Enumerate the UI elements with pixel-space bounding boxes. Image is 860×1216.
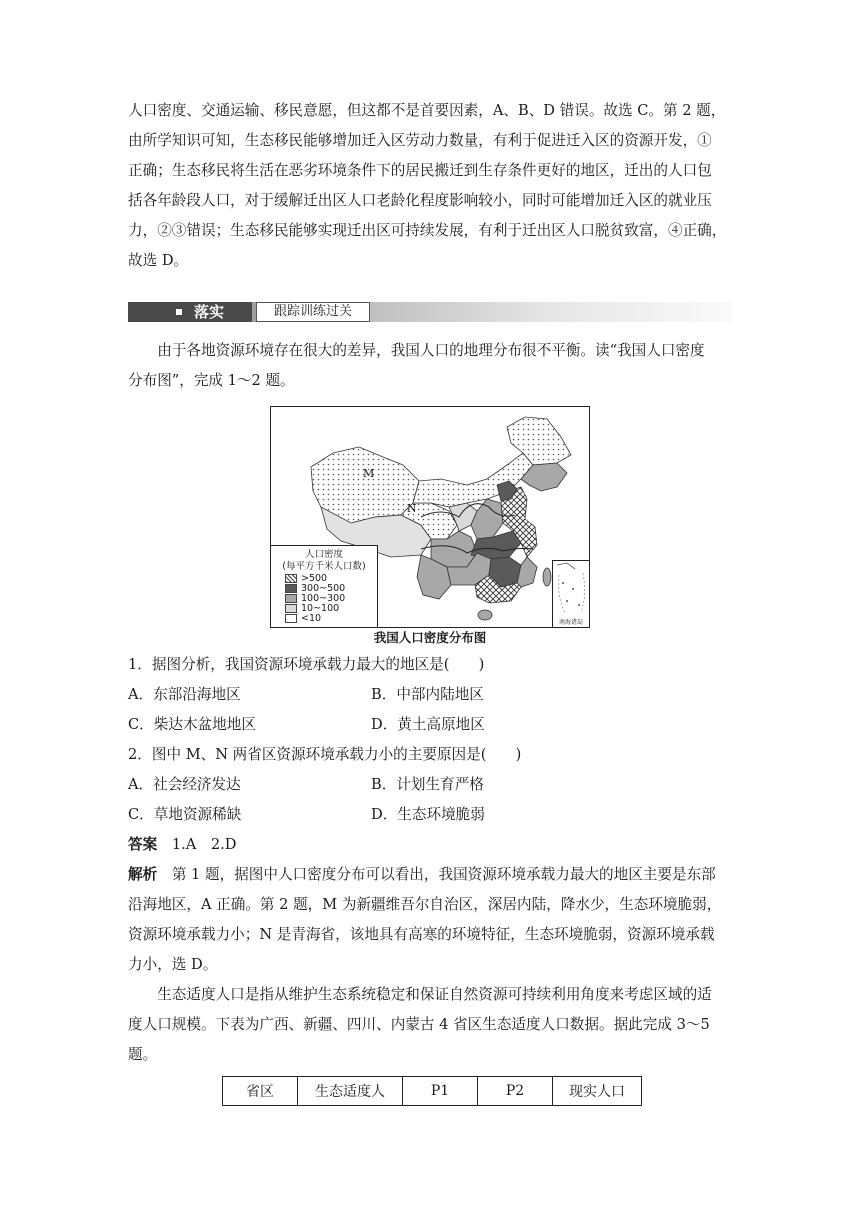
option-d[interactable]: D．生态环境脆弱 (371, 806, 485, 823)
eco-population-paragraph (128, 980, 732, 1070)
text-line: 力，②③错误；生态移民能够实现迁出区可持续发展，有利于迁出区人口脱贫致富，④正确， (128, 222, 727, 239)
square-bullet-icon (176, 309, 182, 315)
option-c[interactable]: C．柴达木盆地地区 (128, 716, 256, 733)
text-line: 括各年龄段人口，对于缓解迁出区人口老龄化程度影响较小，同时可能增加迁入区的就业压 (128, 192, 712, 209)
document-page (128, 96, 732, 1106)
text-line: 生态适度人口是指从维护生态系统稳定和保证自然资源可持续利用角度来考虑区域的适 (157, 986, 712, 1003)
table-header-cell: 现实人口 (553, 1077, 642, 1106)
legend-title: 人口密度 (304, 549, 343, 560)
region-fujian (517, 557, 537, 587)
map-legend (271, 545, 378, 628)
text-line: 由所学知识可知，生态移民能够增加迁入区劳动力数量，有利于促进迁入区的资源开发，① (128, 132, 712, 149)
options-row (128, 680, 732, 710)
text-line: 题。 (128, 1046, 158, 1063)
legend-rows (271, 573, 377, 623)
map-label-m: M (363, 467, 375, 480)
legend-label: 10~100 (301, 602, 340, 614)
question-stem: 1．据图分析，我国资源环境承载力最大的地区是( ) (128, 656, 485, 673)
legend-subtitle: (每平方千米人口数) (282, 561, 366, 572)
legend-label: 300~500 (301, 582, 346, 594)
legend-item (285, 573, 377, 583)
inset-graphic (553, 561, 589, 617)
option-c[interactable]: C．草地资源稀缺 (128, 806, 242, 823)
answer-line (128, 830, 732, 860)
text-line: 由于各地资源环境存在很大的差异，我国人口的地理分布很不平衡。读“我国人口密度 (157, 342, 705, 359)
table-header-cell: P2 (478, 1077, 553, 1106)
legend-item (285, 583, 377, 593)
region-shaanxi (471, 499, 503, 539)
legend-label: >500 (301, 572, 328, 584)
options-row (128, 710, 732, 740)
option-d[interactable]: D．黄土高原地区 (371, 716, 485, 733)
text-line: 正确；生态移民将生活在恶劣环境条件下的居民搬迁到生存条件更好的地区，迁出的人口包 (128, 162, 712, 179)
legend-label: 100~300 (301, 592, 346, 604)
options-row (128, 770, 732, 800)
text-line: 度人口规模。下表为广西、新疆、四川、内蒙古 4 省区生态适度人口数据。据此完成 3～5 (128, 1016, 710, 1033)
banner-title-text: 落实 (194, 303, 225, 321)
south-china-sea-inset (552, 560, 589, 627)
text-line: 人口密度、交通运输、移民意愿，但这都不是首要因素，A、B、D 错误。故选 C。第 2 题， (128, 102, 726, 119)
question-2 (128, 740, 732, 830)
population-density-map (270, 406, 590, 646)
legend-item (285, 593, 377, 603)
question-stem: 2．图中 M、N 两省区资源环境承载力小的主要原因是( ) (128, 746, 522, 763)
text-line: 资源环境承载力小；N 是青海省，该地具有高寒的环境特征，生态环境脆弱，资源环境承载 (128, 926, 715, 943)
text-line: 力小，选 D。 (128, 956, 218, 973)
intro-paragraph (128, 336, 732, 396)
region-hainan (478, 610, 492, 620)
table-header-row (223, 1077, 642, 1106)
legend-swatch (285, 574, 297, 583)
option-b[interactable]: B．计划生育严格 (371, 776, 484, 793)
legend-swatch (285, 604, 297, 613)
answer-label: 答案 (128, 836, 158, 853)
table-header-cell: P1 (403, 1077, 478, 1106)
table-header-cell: 生态适度人 (298, 1077, 403, 1106)
text-line: 分布图”，完成 1～2 题。 (128, 372, 295, 389)
inset-label: 南海诸岛 (558, 619, 583, 626)
legend-swatch (285, 614, 297, 623)
text-line: 沿海地区，A 正确。第 2 题，M 为新疆维吾尔自治区，深居内陆，降水少，生态环境脆弱， (128, 896, 722, 913)
legend-swatch (285, 584, 297, 593)
paragraph-prev-analysis (128, 96, 732, 276)
map-label-n: N (407, 502, 417, 515)
option-a[interactable]: A．社会经济发达 (128, 776, 241, 793)
analysis-label: 解析 (128, 866, 158, 883)
table-header-cell: 省区 (223, 1077, 298, 1106)
map-caption: 我国人口密度分布图 (373, 630, 487, 645)
option-a[interactable]: A．东部沿海地区 (128, 686, 241, 703)
legend-swatch (285, 594, 297, 603)
banner-title (128, 302, 252, 322)
banner-subtitle: 跟踪训练过关 (256, 302, 370, 322)
analysis-block (128, 860, 732, 980)
legend-item (285, 603, 377, 613)
region-taiwan (543, 568, 551, 586)
text-line (128, 860, 732, 890)
legend-label: <10 (301, 612, 322, 624)
text-line: 故选 D。 (128, 252, 189, 269)
map-frame (270, 406, 590, 628)
option-b[interactable]: B．中部内陆地区 (371, 686, 484, 703)
analysis-text: 第 1 题，据图中人口密度分布可以看出，我国资源环境承载力最大的地区主要是东部 (171, 866, 716, 883)
answer-text: 1.A 2.D (171, 836, 237, 853)
eco-population-table (222, 1076, 642, 1106)
section-banner (128, 298, 732, 324)
options-row (128, 800, 732, 830)
question-1 (128, 650, 732, 740)
legend-item (285, 613, 377, 623)
